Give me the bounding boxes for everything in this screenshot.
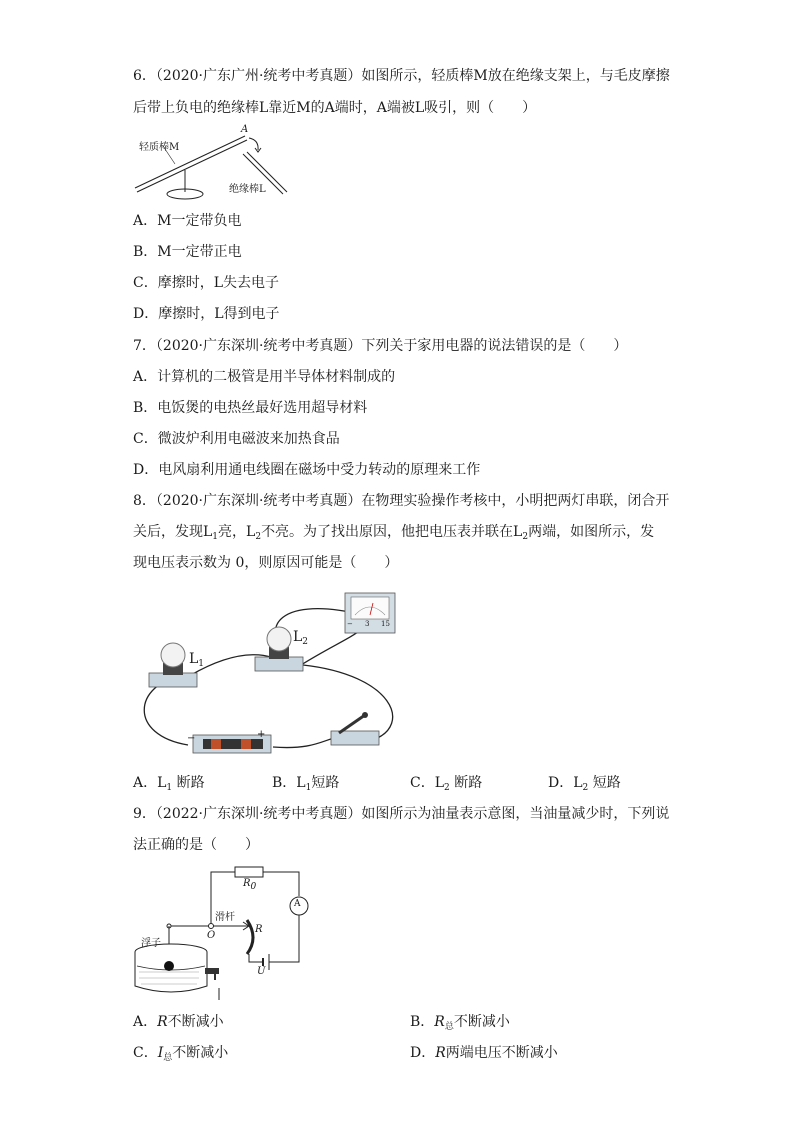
q9-option-a: A．R不断减小	[133, 1014, 224, 1030]
q8-option-c: C．$L_2$ 断路	[410, 775, 483, 793]
battery-plus: +	[257, 729, 266, 740]
q8-option-a: A．$L_1$ 断路	[133, 775, 205, 793]
q6-option-b: B．M一定带正电	[133, 244, 242, 260]
label-u: U	[257, 966, 266, 977]
q7-option-b: B．电饭煲的电热丝最好选用超导材料	[133, 400, 368, 416]
q8-stem-line1: 8．（2020·广东深圳·统考中考真题）在物理实验操作考核中，小明把两灯串联，闭合开	[133, 493, 670, 509]
q7-option-a: A．计算机的二极管是用半导体材料制成的	[133, 369, 396, 385]
q6-option-a: A．M一定带负电	[133, 213, 242, 229]
q9-option-d: D．R两端电压不断减小	[410, 1045, 558, 1061]
meter-15: 15	[381, 620, 390, 628]
label-rod-l: 绝缘棒L	[229, 184, 266, 195]
q7-option-d: D．电风扇利用通电线圈在磁场中受力转动的原理来工作	[133, 462, 481, 478]
label-l2: $L_2$	[293, 629, 309, 647]
q6-option-c: C．摩擦时，L失去电子	[133, 275, 280, 291]
q7-stem: 7．（2020·广东深圳·统考中考真题）下列关于家用电器的说法错误的是（ ）	[133, 338, 628, 354]
q6-option-d: D．摩擦时，L得到电子	[133, 306, 280, 322]
q6-stem-line1: 6．（2020·广东广州·统考中考真题）如图所示，轻质棒M放在绝缘支架上，与毛皮摩擦	[133, 68, 670, 84]
q9-option-b: B．$R_总$不断减小	[410, 1014, 510, 1032]
label-end-a: A	[241, 124, 249, 135]
q9-stem-line1: 9．（2022·广东深圳·统考中考真题）如图所示为油量表示意图，当油量减少时，下列说	[133, 806, 670, 822]
meter-neg: −	[347, 620, 353, 628]
q8-option-d: D．$L_2$ 短路	[548, 775, 621, 793]
q9-figure	[133, 862, 313, 1004]
ammeter-symbol: A	[294, 899, 301, 909]
label-float: 浮子	[141, 938, 161, 949]
q6-figure	[133, 124, 303, 204]
label-r: R	[255, 924, 263, 935]
q7-option-c: C．微波炉利用电磁波来加热食品	[133, 431, 340, 447]
label-r0: $R_0$	[243, 878, 257, 892]
q6-stem-line2: 后带上负电的绝缘棒L靠近M的A端时，A端被L吸引，则（ ）	[133, 100, 537, 116]
circuit-photo	[133, 585, 398, 755]
battery-minus: −	[187, 733, 196, 744]
q8-stem-line2: 关后，发现$L_1$亮，$L_2$不亮。为了找出原因，他把电压表并联在$L_2$两端，如图所示，发	[133, 524, 655, 542]
fuel-gauge-circuit	[133, 862, 313, 1004]
label-l1: $L_1$	[189, 651, 205, 669]
rod-diagram	[133, 124, 303, 204]
label-pivot-o: O	[207, 930, 216, 941]
q9-stem-line2: 法正确的是（ ）	[133, 837, 259, 853]
meter-3: 3	[365, 620, 370, 628]
label-lever: 滑杆	[215, 912, 235, 923]
q8-figure	[133, 585, 398, 755]
q9-option-c: C．$I_总$不断减小	[133, 1045, 229, 1063]
q8-stem-line3: 现电压表示数为 0，则原因可能是（ ）	[133, 555, 399, 571]
q8-option-b: B．$L_1$短路	[272, 775, 340, 793]
label-rod-m: 轻质棒M	[139, 142, 180, 153]
